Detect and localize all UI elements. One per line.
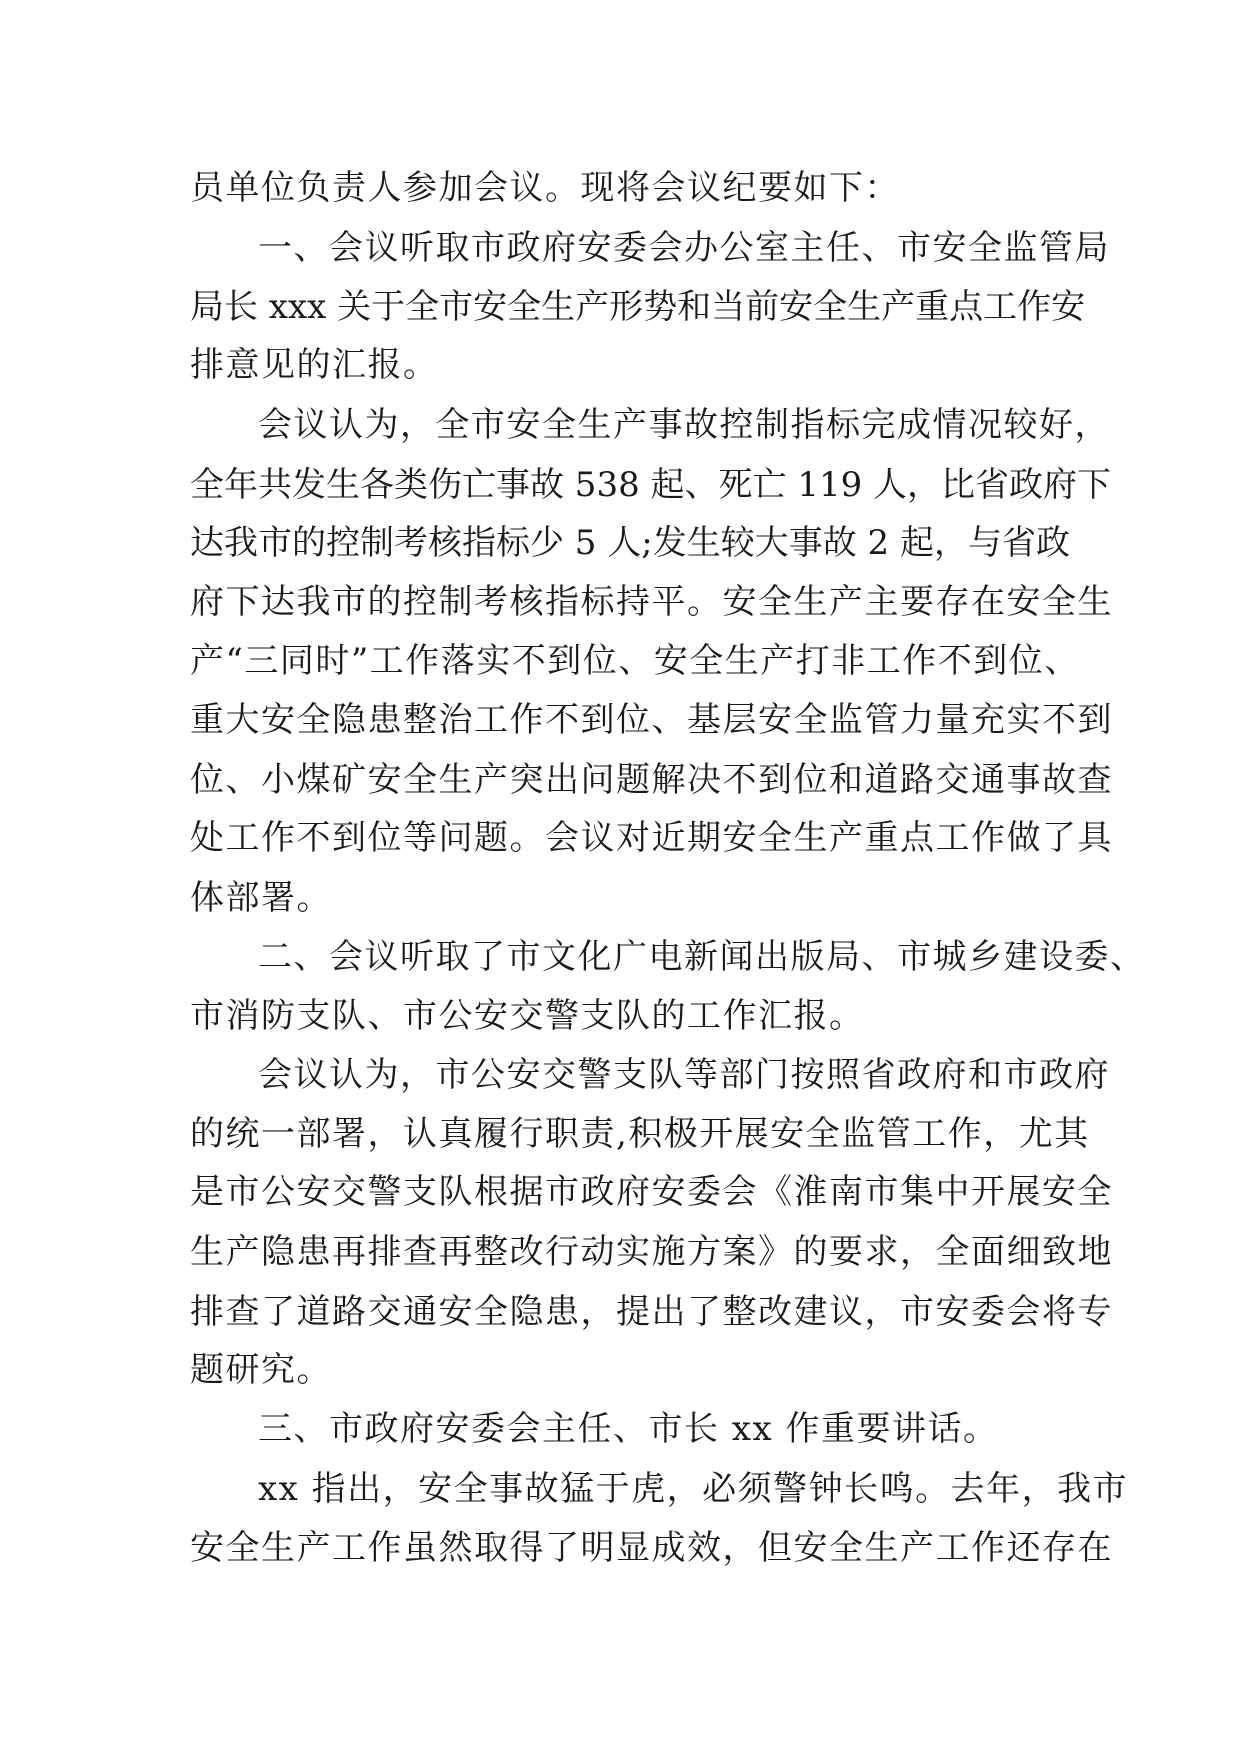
- text-line: 达我市的控制考核指标少 5 人;发生较大事故 2 起，与省政: [190, 523, 1070, 563]
- text-line: 排查了道路交通安全隐患，提出了整改建议，市安委会将专: [190, 1292, 1113, 1332]
- section-heading-1: 一、会议听取市政府安委会办公室主任、市安全监管局: [258, 228, 1110, 268]
- text-line: 位、小煤矿安全生产突出问题解决不到位和道路交通事故查: [190, 760, 1113, 800]
- text-line: 员单位负责人参加会议。现将会议纪要如下：: [190, 168, 900, 208]
- text-line: 产“三同时”工作落实不到位、安全生产打非工作不到位、: [190, 641, 1080, 681]
- text-line: 府下达我市的控制考核指标持平。安全生产主要存在安全生: [190, 582, 1113, 622]
- text-line: 排意见的汇报。: [190, 345, 439, 385]
- text-line: 题研究。: [190, 1350, 332, 1390]
- text-line: 体部署。: [190, 878, 332, 918]
- section-heading-2: 二、会议听取了市文化广电新闻出版局、市城乡建设委、: [258, 937, 1146, 977]
- text-line: 会议认为，全市安全生产事故控制指标完成情况较好，: [258, 405, 1110, 445]
- text-line: 安全生产工作虽然取得了明显成效，但安全生产工作还存在: [190, 1528, 1113, 1568]
- text-line: 市消防支队、市公安交警支队的工作汇报。: [190, 996, 865, 1036]
- text-line: 处工作不到位等问题。会议对近期安全生产重点工作做了具: [190, 818, 1113, 858]
- section-heading-3: 三、市政府安委会主任、市长 xx 作重要讲话。: [258, 1409, 999, 1449]
- text-line: 是市公安交警支队根据市政府安委会《淮南市集中开展安全: [190, 1172, 1113, 1212]
- text-line: 全年共发生各类伤亡事故 538 起、死亡 119 人，比省政府下: [190, 465, 1112, 505]
- text-line: xx 指出，安全事故猛于虎，必须警钟长鸣。去年，我市: [258, 1469, 1129, 1509]
- text-line: 重大安全隐患整治工作不到位、基层安全监管力量充实不到: [190, 700, 1113, 740]
- text-line: 生产隐患再排查再整改行动实施方案》的要求，全面细致地: [190, 1232, 1113, 1272]
- text-line: 会议认为，市公安交警支队等部门按照省政府和市政府: [258, 1055, 1110, 1095]
- text-line: 局长 xxx 关于全市安全生产形势和当前安全生产重点工作安: [190, 287, 1086, 327]
- text-line: 的统一部署，认真履行职责,积极开展安全监管工作，尤其: [190, 1114, 1090, 1154]
